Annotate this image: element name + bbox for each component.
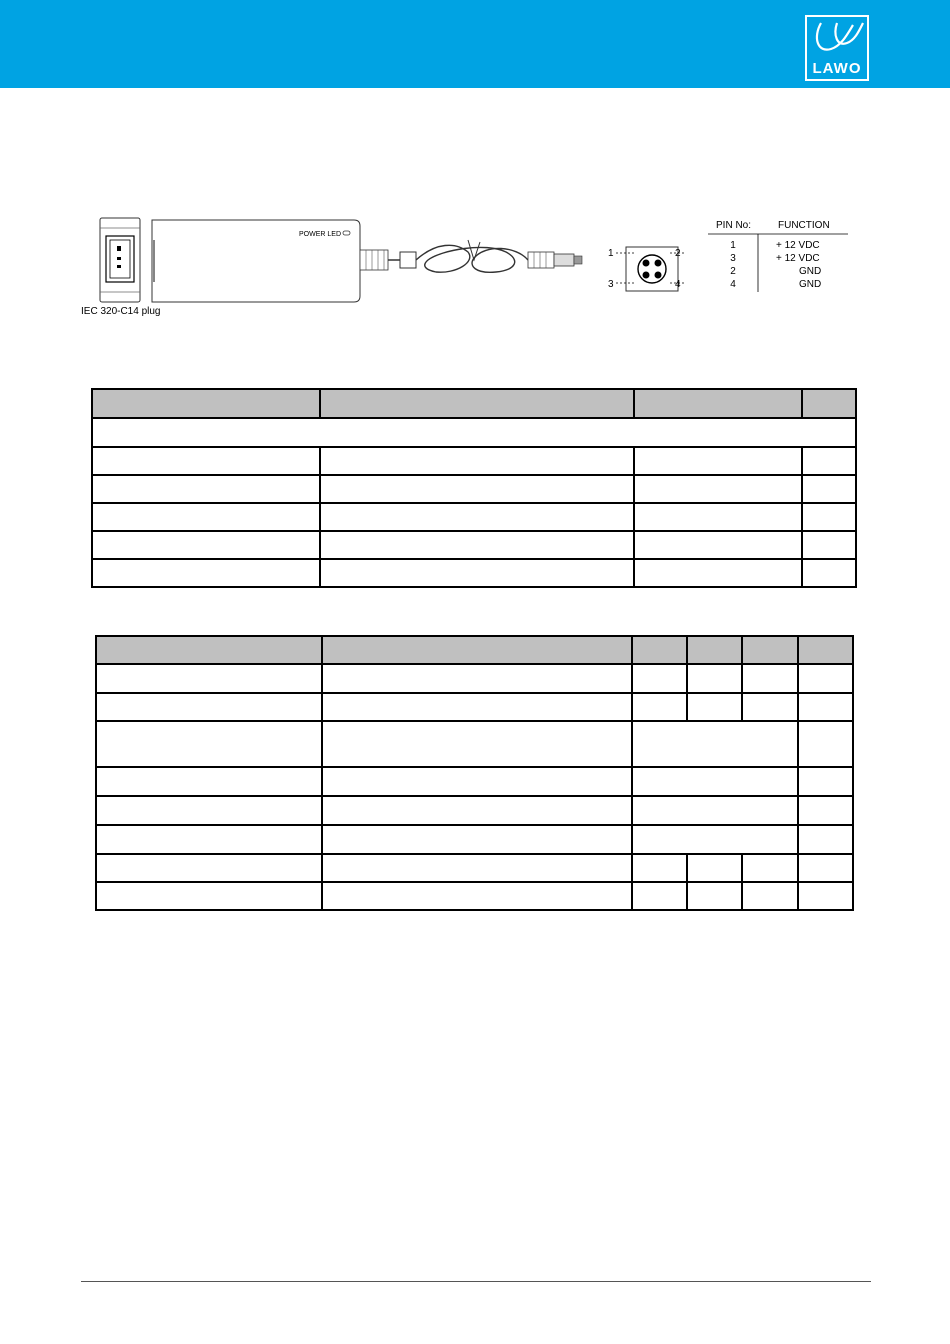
pin-table-header-function: FUNCTION: [778, 220, 830, 231]
pin-row-1-function: + 12 VDC: [776, 240, 820, 251]
table-cell: [96, 721, 322, 767]
table-row: [96, 796, 853, 825]
table-row: [96, 767, 853, 796]
table-cell: [742, 664, 798, 693]
power-led-label: POWER LED: [299, 231, 342, 238]
table-cell: [798, 825, 853, 854]
table-row: [92, 475, 856, 503]
table-section-row: [92, 418, 856, 447]
table-cell: [92, 447, 320, 475]
table-header-cell: [92, 389, 320, 418]
table-cell: [687, 664, 742, 693]
plug-caption: IEC 320-C14 plug: [81, 306, 161, 317]
table-cell: [798, 882, 853, 910]
table-cell: [802, 531, 856, 559]
table-cell: [634, 531, 803, 559]
table-cell: [798, 767, 853, 796]
specifications-table-1: [91, 388, 857, 588]
lawo-logo-mark: [807, 17, 867, 57]
page-header: [0, 0, 950, 88]
table-row: [92, 531, 856, 559]
footer-divider: [81, 1281, 871, 1282]
table-cell: [798, 693, 853, 721]
table-cell: [632, 693, 688, 721]
table-cell: [742, 693, 798, 721]
power-supply-drawing: [96, 212, 856, 322]
table-cell: [632, 664, 688, 693]
table-header-cell: [322, 636, 631, 664]
table-cell: [632, 882, 688, 910]
table-cell: [687, 693, 742, 721]
pin-row-3-pin: 2: [730, 266, 736, 277]
table-cell: [322, 796, 631, 825]
table-row: [92, 447, 856, 475]
table-header-row: [96, 636, 853, 664]
table-cell: [322, 825, 631, 854]
table-cell: [322, 767, 631, 796]
table-header-cell: [798, 636, 853, 664]
table-cell: [320, 503, 633, 531]
table-cell: [96, 693, 322, 721]
table-cell: [322, 693, 631, 721]
pin-row-4-pin: 4: [730, 279, 736, 290]
table-cell: [320, 531, 633, 559]
pin-label-2: 2: [675, 248, 681, 259]
table-cell: [632, 854, 688, 882]
table-header-cell: [634, 389, 803, 418]
table-cell: [798, 664, 853, 693]
table-row: [96, 854, 853, 882]
table-cell: [96, 767, 322, 796]
table-header-cell: [96, 636, 322, 664]
table-cell: [96, 796, 322, 825]
table-row: [96, 721, 853, 767]
table-cell: [96, 854, 322, 882]
table-section-cell: [92, 418, 856, 447]
pin-row-3-function: GND: [799, 266, 822, 277]
table-row: [96, 664, 853, 693]
table-header-cell: [802, 389, 856, 418]
lawo-logo: [805, 15, 869, 81]
table-cell: [92, 531, 320, 559]
table-cell: [320, 559, 633, 587]
table-cell: [320, 475, 633, 503]
specifications-table-2: [95, 635, 854, 911]
table-cell: [798, 796, 853, 825]
table-cell: [687, 854, 742, 882]
table-header-row: [92, 389, 856, 418]
table-row: [92, 503, 856, 531]
table-cell: [96, 882, 322, 910]
table-cell: [92, 559, 320, 587]
table-cell: [322, 721, 631, 767]
table-cell: [322, 664, 631, 693]
table-cell: [632, 767, 799, 796]
table-row: [92, 559, 856, 587]
logo-brand-text: LAWO: [812, 60, 862, 77]
pin-row-4-function: GND: [799, 279, 822, 290]
table-cell: [320, 447, 633, 475]
pin-row-2-function: + 12 VDC: [776, 253, 820, 264]
table-cell: [96, 664, 322, 693]
pin-label-3: 3: [608, 279, 614, 290]
pin-row-1-pin: 1: [730, 240, 736, 251]
table-cell: [634, 559, 803, 587]
table-row: [96, 693, 853, 721]
table-cell: [92, 475, 320, 503]
table-cell: [634, 475, 803, 503]
table-cell: [92, 503, 320, 531]
table-header-cell: [632, 636, 688, 664]
table-cell: [632, 825, 799, 854]
pin-table-header-pin: PIN No:: [716, 220, 752, 231]
table-cell: [802, 447, 856, 475]
table-cell: [632, 721, 799, 767]
table-cell: [802, 503, 856, 531]
table-cell: [798, 721, 853, 767]
table-cell: [687, 882, 742, 910]
table-row: [96, 825, 853, 854]
table-cell: [322, 882, 631, 910]
table-header-cell: [320, 389, 633, 418]
table-cell: [802, 475, 856, 503]
table-cell: [634, 503, 803, 531]
pin-label-1: 1: [608, 248, 614, 259]
table-cell: [96, 825, 322, 854]
table-header-cell: [687, 636, 742, 664]
table-row: [96, 882, 853, 910]
table-cell: [632, 796, 799, 825]
pin-row-2-pin: 3: [730, 253, 736, 264]
table-cell: [634, 447, 803, 475]
table-cell: [322, 854, 631, 882]
table-cell: [798, 854, 853, 882]
table-cell: [742, 854, 798, 882]
table-cell: [742, 882, 798, 910]
pin-label-4: 4: [675, 279, 681, 290]
table-cell: [802, 559, 856, 587]
power-supply-figure: [96, 212, 856, 322]
table-header-cell: [742, 636, 798, 664]
